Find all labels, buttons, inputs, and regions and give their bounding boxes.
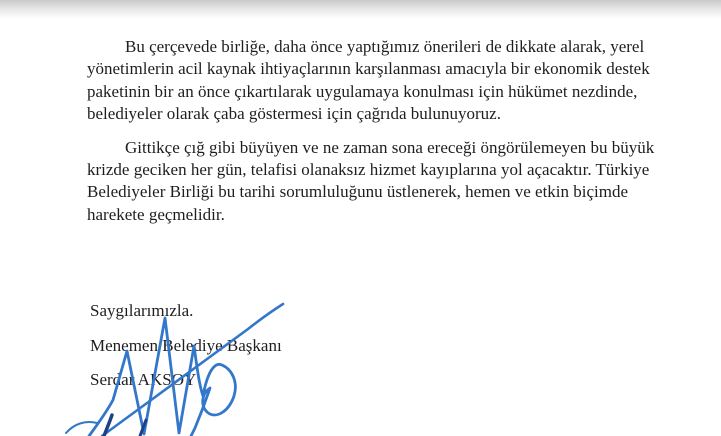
body-paragraph-2 xyxy=(87,137,653,227)
signature-small-dash-stroke xyxy=(66,422,97,433)
body-paragraph-1 xyxy=(87,36,653,126)
text-line: yönetimlerin acil kaynak ihtiyaçlarının karşılanması amacıyla bir ekonomik destek xyxy=(87,59,650,79)
text-line: Belediyeler Birliği bu tarihi sorumluluğunu üstlenerek, hemen ve etkin biçimde xyxy=(87,182,629,202)
text-line: Gittikçe çığ gibi büyüyen ve ne zaman sona ereceği öngörülemeyen bu büyük xyxy=(125,137,655,157)
signer-title: Menemen Belediye Başkanı xyxy=(90,336,282,355)
letter-body xyxy=(87,36,653,226)
text-line: krizde geciken her gün, telafisi olanaksız hizmet kayıplarına yol açacaktır. Türkiye xyxy=(87,160,650,180)
signature-dark-ink-segment xyxy=(140,420,146,436)
page-top-scan-shadow xyxy=(0,0,721,19)
text-line: belediyeler olarak çaba göstermesi için çağrıda bulunuyoruz. xyxy=(87,104,501,124)
text-line: harekete geçmelidir. xyxy=(87,204,225,224)
signature-dark-ink-segment xyxy=(104,415,112,436)
text-line: paketinin bir an önce çıkartılarak uygulamaya konulması için hükümet nezdinde, xyxy=(87,81,638,101)
signer-name: Serdar AKSOY xyxy=(90,370,197,389)
text-line: Bu çerçevede birliğe, daha önce yaptığımız önerileri de dikkate alarak, yerel xyxy=(125,37,645,56)
closing-salutation: Saygılarımızla. xyxy=(90,301,194,320)
